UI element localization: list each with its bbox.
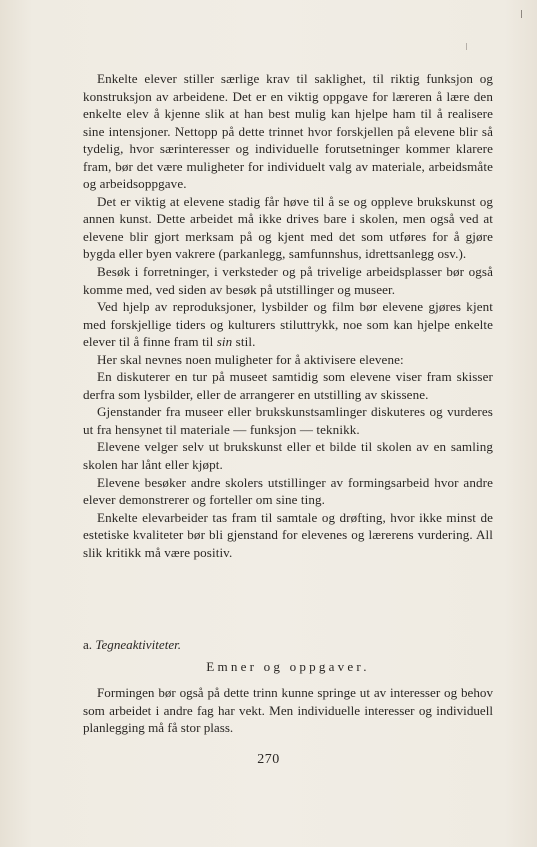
section-heading: Emner og oppgaver. — [206, 659, 370, 674]
emphasis: sin — [216, 334, 233, 350]
page-number: 270 — [257, 752, 280, 767]
paragraph: Enkelte elever stiller særlige krav til saklighet, til riktig funksjon og konstruksjon av arbeidene. Det er en viktig oppgave for læreren å lære den enkelte elev å kjenne slik at han best mulig kan hjelpe ham til å realisere sine intensjoner. Nettopp på dette trinnet hvor forskjellen på elevene blir så tydelig, hvor særinteresser og individuelle forutsetninger kommer klarere fram, bør det være muligheter for individuelt valg av materiale, arbeidsmåte og arbeidsoppgave. — [83, 71, 493, 192]
paragraph: Elevene velger selv ut brukskunst eller et bilde til skolen av en samling skolen har lånt eller kjøpt. — [83, 439, 493, 473]
scan-mark — [466, 43, 467, 50]
paragraph — [83, 298, 493, 351]
paragraph: Elevene besøker andre skolers utstillinger av formingsarbeid hvor andre elever demonstrerer og forteller om sine ting. — [83, 474, 493, 508]
subsection-prefix: a. — [83, 637, 93, 652]
paragraph-text: Ved hjelp av reproduksjoner, lysbilder og film bør elevene gjøres kjent med forskjellige tiders og kulturers stiluttrykk, noe som kan hjelpe enkelte elever til å finne fram til — [83, 299, 493, 350]
subsection-label: Tegneaktiviteter. — [95, 637, 182, 652]
paragraph: Det er viktig at elevene stadig får høve til å se og oppleve brukskunst og annen kunst. Dette arbeidet må ikke drives bare i skolen, men også ved at elevene blir gjort merksam på og kjent med det som utføres for å gjøre bygda eller byen vakrere (parkanlegg, samfunnshus, idrettsanlegg osv.). — [83, 193, 493, 262]
scan-mark — [521, 10, 522, 18]
paragraph: Besøk i forretninger, i verksteder og på trivelige arbeidsplasser bør også komme med, ved siden av besøk på utstillinger og museer. — [83, 264, 493, 297]
paragraph-text: stil. — [232, 334, 256, 350]
paragraph: Her skal nevnes noen muligheter for å aktivisere elevene: — [97, 351, 404, 367]
subsection-heading — [83, 636, 181, 653]
paragraph: En diskuterer en tur på museet samtidig som elevene viser fram skisser derfra som lysbilder, eller de arrangerer en utstilling av skissene. — [83, 369, 493, 402]
body-text-lower — [83, 684, 493, 737]
paragraph: Gjenstander fra museer eller brukskunstsamlinger diskuteres og vurderes ut fra hensynet til materiale — funksjon — teknikk. — [83, 404, 493, 437]
paragraph: Formingen bør også på dette trinn kunne springe ut av interesser og behov som arbeidet i andre fag har vekt. Men individuelle interesser og individuell planlegging må få stor plass. — [83, 685, 493, 736]
body-text — [83, 70, 493, 561]
paragraph: Enkelte elevarbeider tas fram til samtale og drøfting, hvor ikke minst de estetiske kvaliteter bør bli gjenstand for elevenes og lærerens vurdering. All slik kritikk må være positiv. — [83, 509, 493, 560]
